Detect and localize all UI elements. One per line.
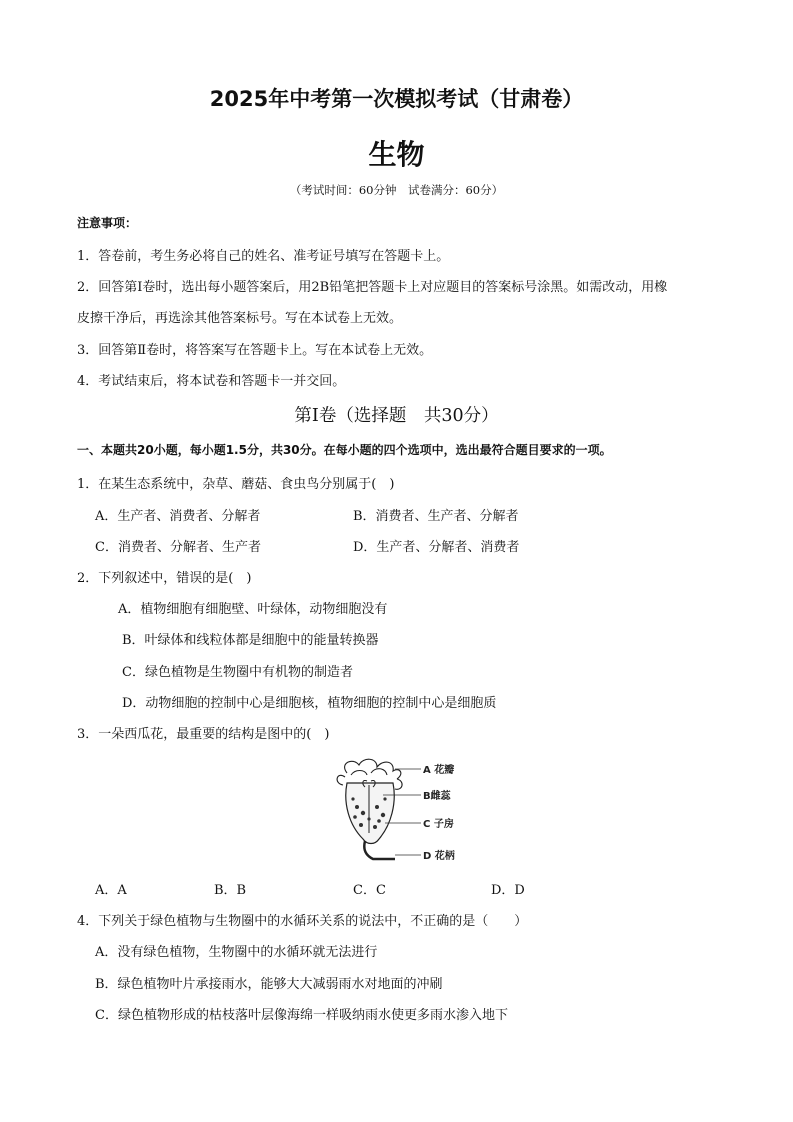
- label-stalk: D 花柄: [423, 851, 455, 862]
- note-2-line-1: 2．回答第Ⅰ卷时，选出每小题答案后，用2B铅笔把答题卡上对应题目的答案标号涂黑。如需改动，用橡: [77, 280, 668, 295]
- exam-title: 2025年中考第一次模拟考试（甘肃卷）: [209, 87, 584, 111]
- note-1: 1．答卷前，考生务必将自己的姓名、准考证号填写在答题卡上。: [77, 249, 450, 264]
- note-2-line-2: 皮擦干净后，再选涂其他答案标号。写在本试卷上无效。: [77, 311, 403, 326]
- q3-option-c: C．C: [353, 883, 386, 898]
- q1-stem: 1．在某生态系统中，杂草、蘑菇、食虫鸟分别属于( ): [77, 477, 395, 492]
- q2-option-c: C．绿色植物是生物圈中有机物的制造者: [122, 665, 353, 680]
- q4-option-c: C．绿色植物形成的枯枝落叶层像海绵一样吸纳雨水使更多雨水渗入地下: [95, 1008, 508, 1023]
- note-3: 3．回答第Ⅱ卷时，将答案写在答题卡上。写在本试卷上无效。: [77, 343, 433, 358]
- q4-option-b: B．绿色植物叶片承接雨水，能够大大减弱雨水对地面的冲刷: [95, 977, 443, 992]
- q1-option-c: C．消费者、分解者、生产者: [95, 540, 261, 555]
- q4-stem: 4．下列关于绿色植物与生物圈中的水循环关系的说法中，不正确的是（ ）: [77, 914, 528, 929]
- q3-stem: 3．一朵西瓜花，最重要的结构是图中的( ): [77, 727, 330, 742]
- q2-stem: 2．下列叙述中，错误的是( ): [77, 571, 252, 586]
- label-petal: A 花瓣: [423, 765, 455, 776]
- label-ovary: C 子房: [423, 819, 454, 830]
- q2-option-b: B．叶绿体和线粒体都是细胞中的能量转换器: [122, 633, 379, 648]
- q3-option-b: B．B: [214, 883, 247, 898]
- q1-option-a: A．生产者、消费者、分解者: [95, 509, 261, 524]
- flower-diagram: [325, 755, 470, 867]
- part-1-title: 第Ⅰ卷（选择题 共30分）: [294, 406, 499, 426]
- subject-title: 生物: [368, 138, 425, 171]
- notes-heading: 注意事项：: [77, 216, 138, 230]
- label-pistil: B雌蕊: [423, 791, 451, 802]
- q3-option-a: A．A: [95, 883, 127, 898]
- q4-option-a: A．没有绿色植物，生物圈中的水循环就无法进行: [95, 945, 378, 960]
- exam-meta: （考试时间：60分钟 试卷满分：60分）: [289, 183, 504, 197]
- q1-option-d: D．生产者、分解者、消费者: [353, 540, 520, 555]
- part-1-instruction: 一、本题共20小题，每小题1.5分，共30分。在每小题的四个选项中，选出最符合题目要求的一项。: [77, 443, 612, 457]
- q2-option-d: D．动物细胞的控制中心是细胞核，植物细胞的控制中心是细胞质: [122, 696, 497, 711]
- q2-option-a: A．植物细胞有细胞壁、叶绿体，动物细胞没有: [118, 602, 388, 617]
- q1-option-b: B．消费者、生产者、分解者: [353, 509, 519, 524]
- flower-body: [346, 783, 394, 844]
- note-4: 4．考试结束后，将本试卷和答题卡一并交回。: [77, 374, 346, 389]
- q3-option-d: D．D: [491, 883, 525, 898]
